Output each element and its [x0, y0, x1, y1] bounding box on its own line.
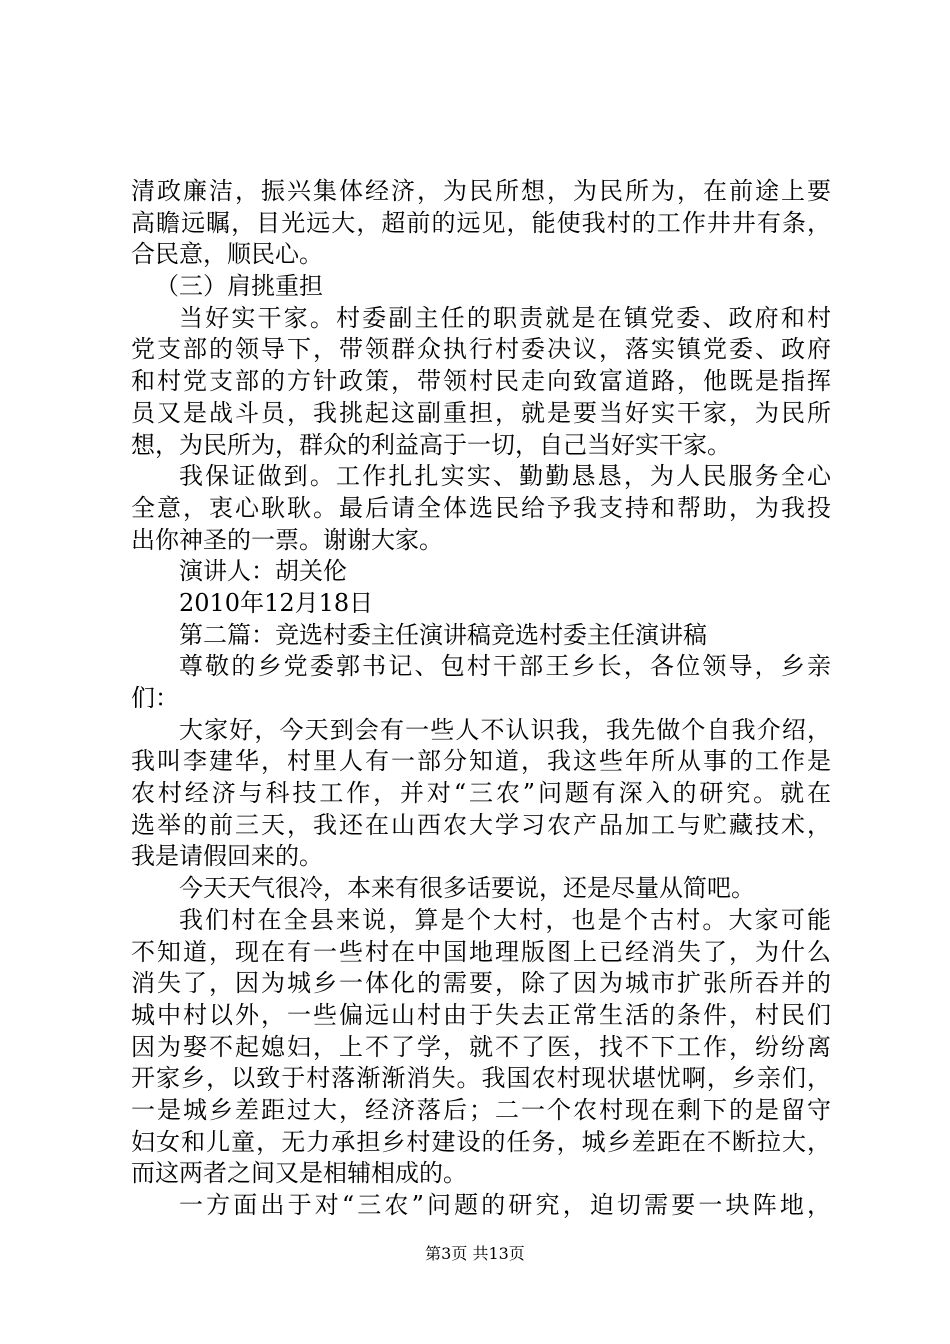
- text-line: 想，为民所为，群众的利益高于一切，自己当好实干家。: [131, 430, 731, 459]
- text-line: 员又是战斗员，我挑起这副重担，就是要当好实干家，为民所: [131, 398, 831, 427]
- text-line: 当好实干家。村委副主任的职责就是在镇党委、政府和村: [179, 303, 831, 332]
- text-line: 城中村以外，一些偏远山村由于失去正常生活的条件，村民们: [131, 1000, 831, 1029]
- text-line: 们：: [131, 684, 179, 712]
- text-line: 今天天气很冷，本来有很多话要说，还是尽量从简吧。: [179, 874, 755, 903]
- text-line: 我是请假回来的。: [131, 842, 323, 871]
- text-line: 一方面出于对“三农”问题的研究，迫切需要一块阵地，: [179, 1191, 831, 1219]
- text-line: 农村经济与科技工作，并对“三农”问题有深入的研究。就在: [131, 779, 831, 808]
- text-line: （三）肩挑重担: [155, 272, 323, 301]
- text-line: 第二篇：竞选村委主任演讲稿竞选村委主任演讲稿: [179, 620, 707, 649]
- text-line: 因为娶不起媳妇，上不了学，就不了医，找不下工作，纷纷离: [131, 1032, 831, 1061]
- text-line: 演讲人：胡关伦: [179, 557, 347, 586]
- text-line: 妇女和儿童，无力承担乡村建设的任务，城乡差距在不断拉大，: [131, 1127, 831, 1156]
- text-line: 而这两者之间又是相辅相成的。: [131, 1159, 467, 1188]
- text-line: 合民意，顺民心。: [131, 240, 323, 269]
- text-line: 我保证做到。工作扎扎实实、勤勤恳恳，为人民服务全心: [179, 462, 831, 491]
- text-line: 我叫李建华，村里人有一部分知道，我这些年所从事的工作是: [131, 747, 831, 776]
- text-line: 消失了，因为城乡一体化的需要，除了因为城市扩张所吞并的: [131, 969, 831, 998]
- text-line: 尊敬的乡党委郭书记、包村干部王乡长，各位领导，乡亲: [179, 652, 831, 681]
- text-line: 我们村在全县来说，算是个大村，也是个古村。大家可能: [179, 905, 831, 934]
- text-line: 和村党支部的方针政策，带领村民走向致富道路，他既是指挥: [131, 367, 831, 396]
- text-line: 一是城乡差距过大，经济落后；二一个农村现在剩下的是留守: [131, 1095, 831, 1124]
- text-line: 不知道，现在有一些村在中国地理版图上已经消失了，为什么: [131, 937, 831, 966]
- text-line: 大家好，今天到会有一些人不认识我，我先做个自我介绍，: [179, 715, 831, 744]
- text-line: 开家乡，以致于村落渐渐消失。我国农村现状堪忧啊，乡亲们，: [131, 1064, 831, 1093]
- page-footer: 第3页 共13页: [425, 1244, 525, 1263]
- text-line: 高瞻远瞩，目光远大，超前的远见，能使我村的工作井井有条，: [131, 208, 831, 237]
- text-line: 选举的前三天，我还在山西农大学习农产品加工与贮藏技术，: [131, 810, 831, 839]
- text-line: 2010年12月18日: [179, 588, 374, 617]
- text-line: 出你神圣的一票。谢谢大家。: [131, 525, 443, 554]
- text-line: 党支部的领导下，带领群众执行村委决议，落实镇党委、政府: [131, 335, 831, 364]
- document-body: [131, 176, 831, 1222]
- text-line: 全意，衷心耿耿。最后请全体选民给予我支持和帮助，为我投: [131, 493, 831, 522]
- text-line: 清政廉洁，振兴集体经济，为民所想，为民所为，在前途上要: [131, 177, 831, 205]
